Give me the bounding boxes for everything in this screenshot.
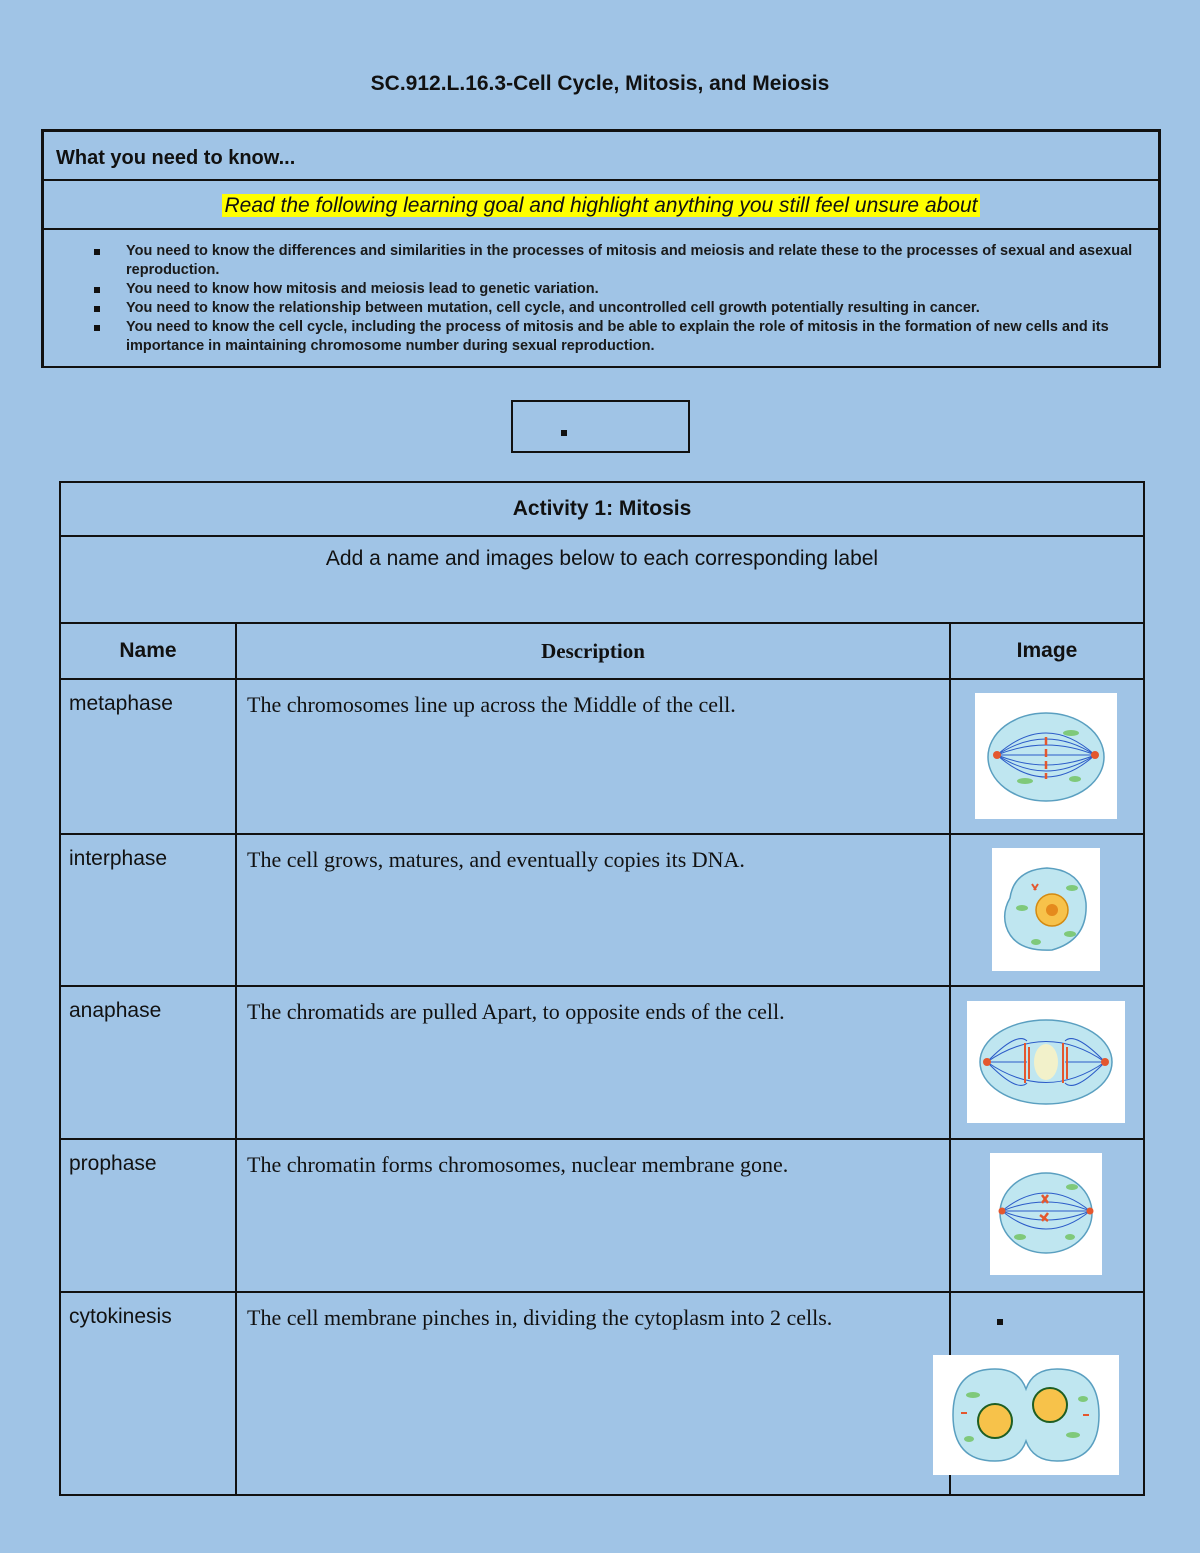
learning-goal-item: You need to know how mitosis and meiosis lead to genetic variation. xyxy=(90,280,1138,299)
phase-name: interphase xyxy=(60,834,236,986)
phase-name: anaphase xyxy=(60,986,236,1139)
learning-goal-box xyxy=(41,129,1161,368)
table-row xyxy=(60,679,1144,834)
phase-name: metaphase xyxy=(60,679,236,834)
column-header-description: Description xyxy=(236,623,950,679)
table-row xyxy=(60,1139,1144,1292)
phase-image-cell xyxy=(950,986,1144,1139)
mitosis-activity-table xyxy=(59,481,1145,1496)
phase-description: The chromatin forms chromosomes, nuclear membrane gone. xyxy=(236,1139,950,1292)
learning-goal-item: You need to know the cell cycle, including the process of mitosis and be able to explain the role of mitosis in the formation of new cells and its importance in maintaining chromosome number during sexual reproduction. xyxy=(90,318,1138,356)
activity-title: Activity 1: Mitosis xyxy=(60,482,1144,536)
phase-image-cell xyxy=(950,834,1144,986)
bullet-marker xyxy=(997,1319,1003,1325)
bullet-marker xyxy=(561,430,567,436)
phase-description: The chromosomes line up across the Middle of the cell. xyxy=(236,679,950,834)
phase-image-cell xyxy=(950,679,1144,834)
table-row xyxy=(60,986,1144,1139)
empty-bullet-box xyxy=(511,400,690,453)
phase-image-cell xyxy=(950,1292,1144,1495)
prophase-cell-image xyxy=(990,1153,1102,1275)
learning-goal-list xyxy=(44,230,1158,366)
anaphase-cell-image xyxy=(967,1001,1125,1123)
phase-description: The cell membrane pinches in, dividing the cytoplasm into 2 cells. xyxy=(236,1292,950,1495)
table-row xyxy=(60,834,1144,986)
phase-name: prophase xyxy=(60,1139,236,1292)
highlight-instruction xyxy=(44,181,1158,230)
phase-name: cytokinesis xyxy=(60,1292,236,1495)
phase-description: The chromatids are pulled Apart, to opposite ends of the cell. xyxy=(236,986,950,1139)
phase-image-cell xyxy=(950,1139,1144,1292)
metaphase-cell-image xyxy=(975,693,1117,819)
cytokinesis-cell-image xyxy=(933,1355,1119,1475)
table-row xyxy=(60,1292,1144,1495)
interphase-cell-image xyxy=(992,848,1100,971)
highlight-instruction-text: Read the following learning goal and highlight anything you still feel unsure about xyxy=(224,194,978,217)
column-header-image: Image xyxy=(950,623,1144,679)
column-header-name: Name xyxy=(60,623,236,679)
phase-description: The cell grows, matures, and eventually copies its DNA. xyxy=(236,834,950,986)
learning-goal-item: You need to know the relationship between mutation, cell cycle, and uncontrolled cell growth potentially resulting in cancer. xyxy=(90,299,1138,318)
learning-goal-heading: What you need to know... xyxy=(44,132,1158,181)
activity-instruction: Add a name and images below to each corresponding label xyxy=(60,536,1144,623)
page-title: SC.912.L.16.3-Cell Cycle, Mitosis, and Meiosis xyxy=(370,72,830,95)
learning-goal-item: You need to know the differences and similarities in the processes of mitosis and meiosis and relate these to the processes of sexual and asexual reproduction. xyxy=(90,242,1138,280)
